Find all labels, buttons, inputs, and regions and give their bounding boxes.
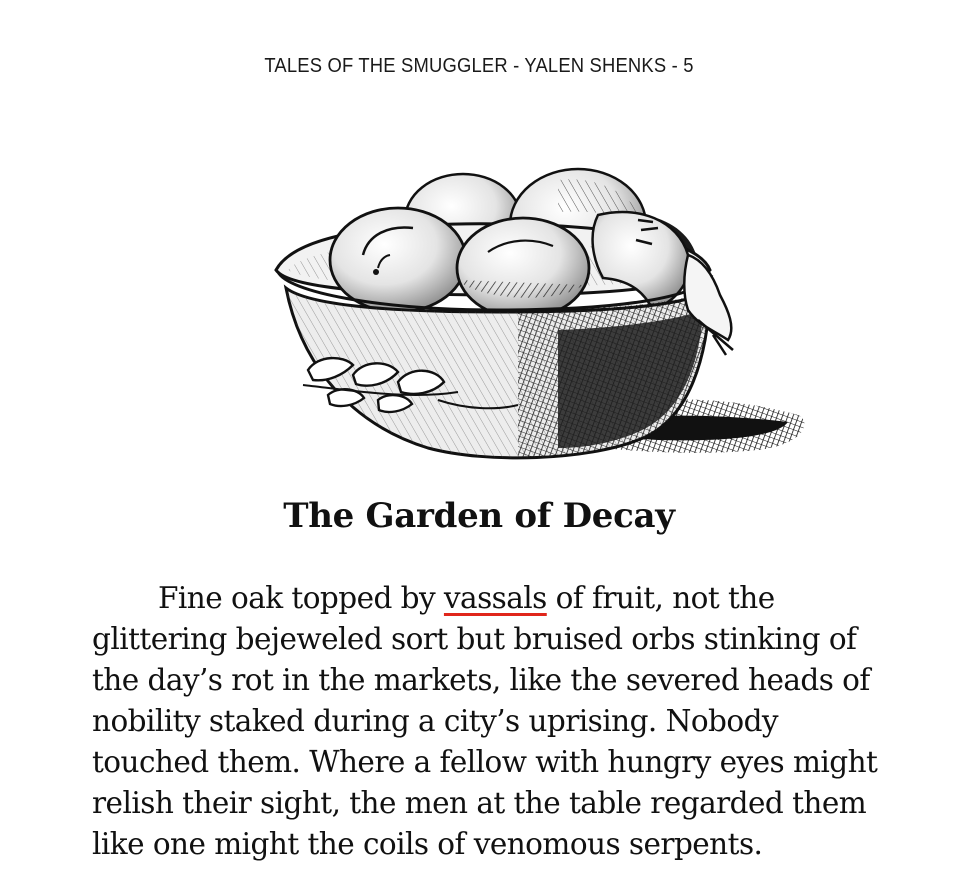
body-paragraph	[92, 578, 922, 865]
paragraph-line-2: glittering bejeweled sort but bruised orbs stinking of	[92, 622, 857, 656]
running-header: TALES OF THE SMUGGLER - YALEN SHENKS - 5	[264, 55, 694, 77]
fruit-bowl-illustration	[258, 160, 818, 480]
text-segment: of fruit, not the	[546, 581, 775, 615]
paragraph-line-5: touched them. Where a fellow with hungry eyes might	[92, 745, 878, 779]
paragraph-line-4: nobility staked during a city’s uprising. Nobody	[92, 704, 779, 738]
chapter-title: The Garden of Decay	[283, 496, 675, 536]
paragraph-line-3: the day’s rot in the markets, like the severed heads of	[92, 663, 870, 697]
text-segment: Fine oak topped by	[158, 581, 444, 615]
paragraph-line-7: like one might the coils of venomous serpents.	[92, 827, 763, 861]
paragraph-line-1	[92, 578, 922, 619]
paragraph-line-6: relish their sight, the men at the table regarded them	[92, 786, 867, 820]
fruit-front-middle	[457, 218, 589, 318]
spellcheck-flagged-word[interactable]: vassals	[443, 581, 547, 615]
fruit-front-left	[330, 208, 466, 312]
